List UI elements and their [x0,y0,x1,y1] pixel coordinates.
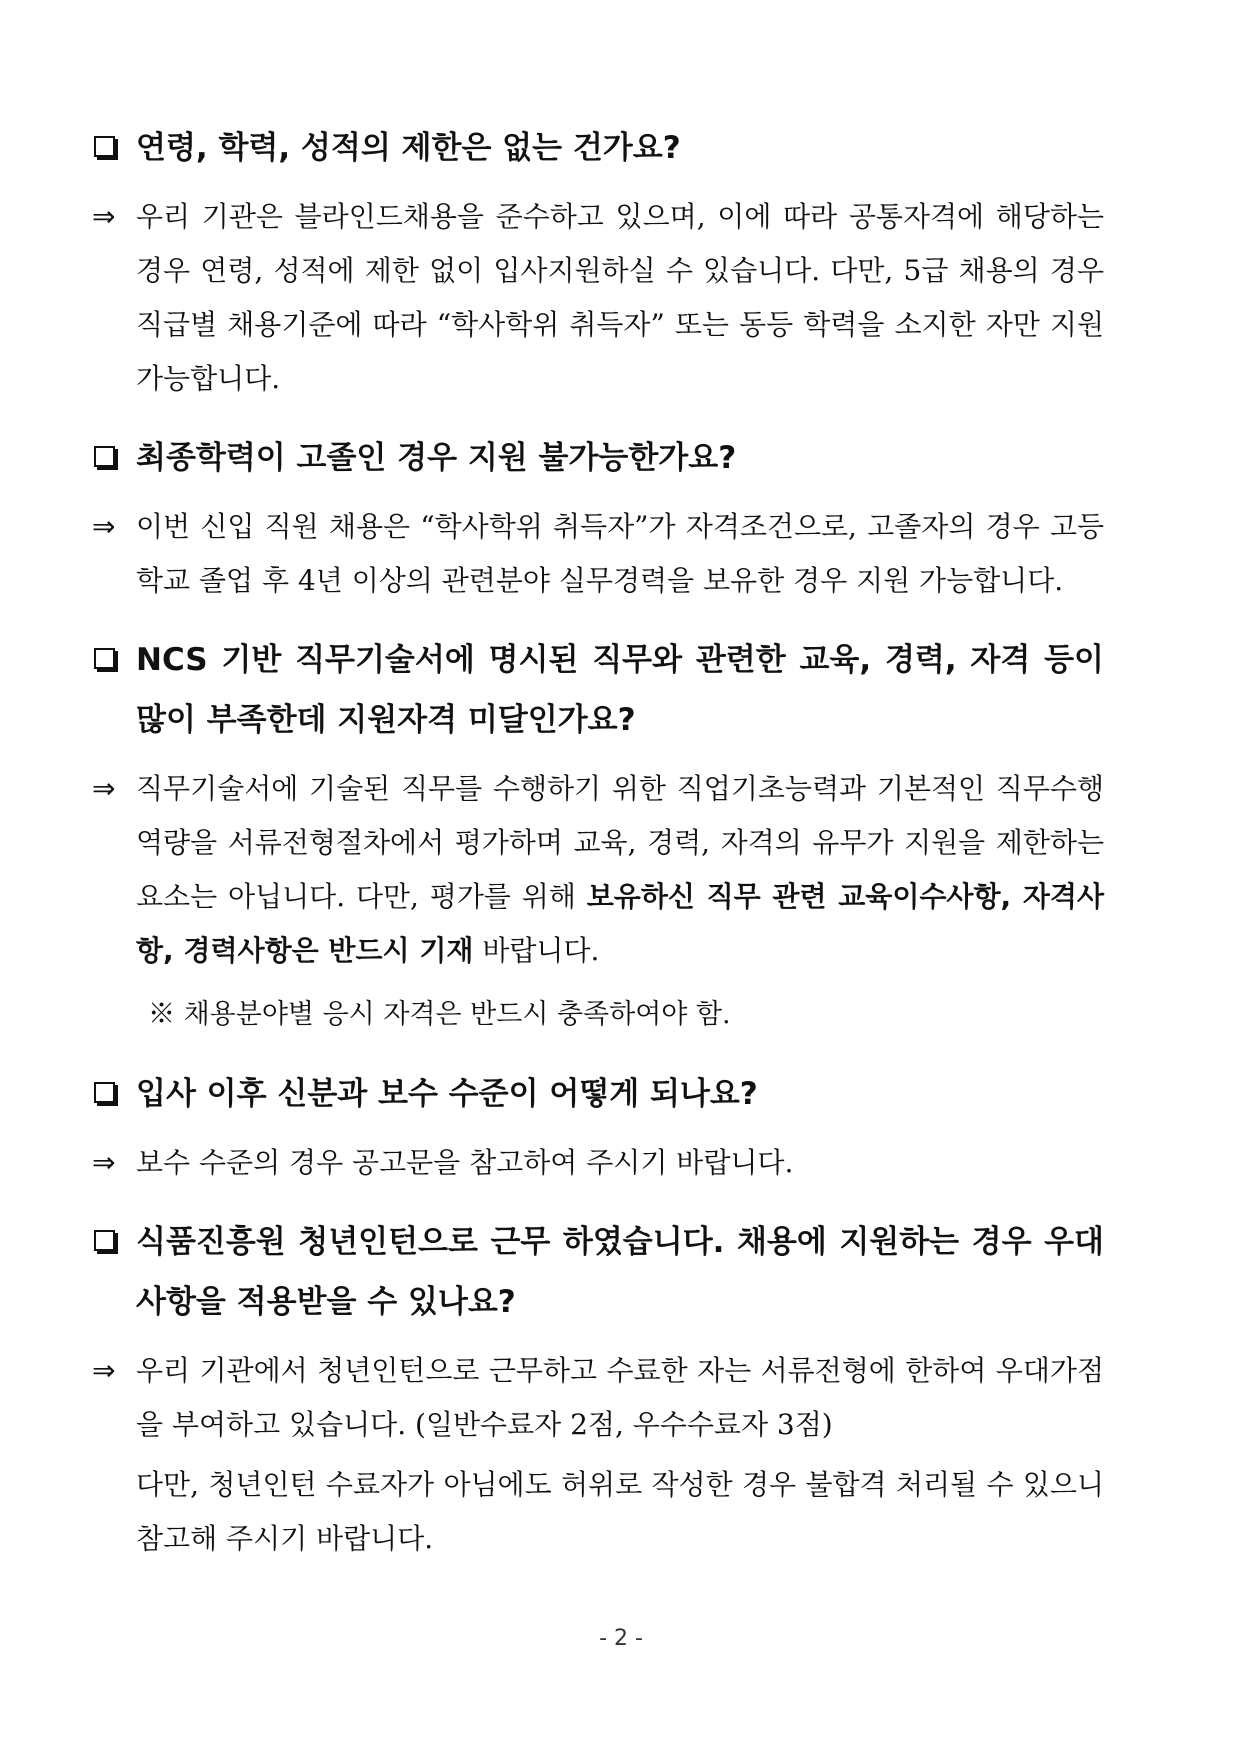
faq-note: ※ 채용분야별 응시 자격은 반드시 충족하여야 함. [148,999,731,1030]
question-text: NCS 기반 직무기술서에 명시된 직무와 관련한 교육, 경력, 자격 등이 많이 부족한데 지원자격 미달인가요? [136,642,1104,738]
question-text: 연령, 학력, 성적의 제한은 없는 건가요? [136,130,681,166]
faq-answer-extra: 다만, 청년인턴 수료자가 아님에도 허위로 작성한 경우 불합격 처리될 수 있으니 참고해 주시기 바랍니다. [136,1468,1104,1555]
answer-text: 직무기술서에 기술된 직무를 수행하기 위한 직업기초능력과 기본적인 직무수행 역량을 서류전형절차에서 평가하며 교육, 경력, 자격의 유무가 지원을 제한하는 요소는 아닙니다. 다만, 평가를 위해 [136,772,1104,913]
answer-text: 우리 기관은 블라인드채용을 준수하고 있으며, 이에 따라 공통자격에 해당하는 경우 연령, 성적에 제한 없이 입사지원하실 수 있습니다. 다만, 5급 채용의 경우 직급별 채용기준에 따라 “학사학위 취득자” 또는 동등 학력을 소지한 자만 지원 가능합니다. [136,200,1104,395]
faq-answer [92,1344,1104,1452]
faq-item [92,118,1104,406]
faq-question [92,428,1104,488]
faq-question [92,1212,1104,1332]
faq-item [92,1064,1104,1190]
faq-answer [92,1136,1104,1190]
checkbox-icon [94,136,115,157]
arrow-icon: ⇒ [92,200,116,233]
arrow-icon: ⇒ [92,1354,116,1387]
faq-question [92,1064,1104,1124]
checkbox-icon [94,446,115,467]
page-number: - 2 - [599,1626,643,1651]
faq-question [92,630,1104,750]
answer-text: 이번 신입 직원 채용은 “학사학위 취득자”가 자격조건으로, 고졸자의 경우 고등학교 졸업 후 4년 이상의 관련분야 실무경력을 보유한 경우 지원 가능합니다. [136,510,1104,597]
answer-emphasis: 보유하신 직무 관련 교육이수사항, 자격사항, 경력사항은 반드시 기재 [136,880,1104,967]
faq-item [92,428,1104,608]
faq-answer [92,190,1104,406]
arrow-icon: ⇒ [92,1146,116,1179]
faq-list [92,118,1104,1588]
checkbox-icon [94,648,115,669]
faq-item [92,1212,1104,1566]
question-text: 입사 이후 신분과 보수 수준이 어떻게 되나요? [136,1076,758,1112]
faq-answer [92,762,1104,978]
question-text: 식품진흥원 청년인턴으로 근무 하였습니다. 채용에 지원하는 경우 우대사항을 적용받을 수 있나요? [136,1224,1104,1320]
answer-text: 우리 기관에서 청년인턴으로 근무하고 수료한 자는 서류전형에 한하여 우대가점을 부여하고 있습니다. (일반수료자 2점, 우수수료자 3점) [136,1354,1104,1441]
faq-question [92,118,1104,178]
arrow-icon: ⇒ [92,772,116,805]
answer-text-end: 바랍니다. [473,934,600,967]
checkbox-icon [94,1082,115,1103]
faq-answer [92,500,1104,608]
checkbox-icon [94,1230,115,1251]
faq-item [92,630,1104,1042]
arrow-icon: ⇒ [92,510,116,543]
question-text: 최종학력이 고졸인 경우 지원 불가능한가요? [136,440,737,476]
answer-text: 보수 수준의 경우 공고문을 참고하여 주시기 바랍니다. [136,1146,794,1179]
